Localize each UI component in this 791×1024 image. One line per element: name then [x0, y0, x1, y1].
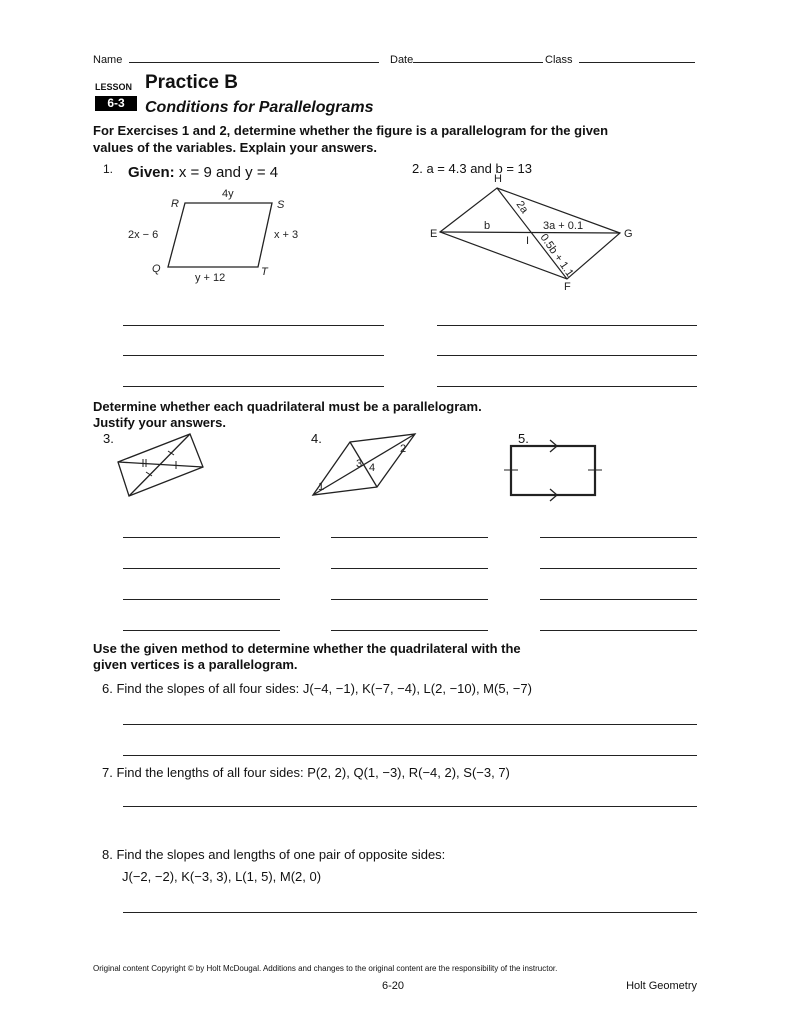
ex3-number: 3. [103, 431, 114, 446]
section2-instructions-1: Determine whether each quadrilateral must be a parallelogram. [93, 399, 482, 414]
answer-line[interactable] [437, 325, 697, 326]
section2-instructions-2: Justify your answers. [93, 415, 226, 430]
section1-instructions: For Exercises 1 and 2, determine whether the figure is a parallelogram for the given values of the variables. Explain your answers. [93, 123, 609, 155]
angle-4: 4 [369, 462, 376, 474]
answer-line[interactable] [540, 568, 697, 569]
exercise-8-line1: 8. Find the slopes and lengths of one pair of opposite sides: [102, 847, 446, 862]
exercise-7: 7. Find the lengths of all four sides: P(2, 2), Q(1, −3), R(−4, 2), S(−3, 7) [102, 765, 510, 780]
ex4-number: 4. [311, 431, 322, 446]
label-t: T [261, 266, 268, 278]
label-if: 0.5b + 1.1 [537, 231, 576, 280]
label-i: I [526, 235, 530, 247]
figure-3-quadrilateral [118, 434, 203, 496]
ex5-number: 5. [518, 431, 529, 446]
answer-line[interactable] [123, 599, 280, 600]
label-ig: 3a + 0.1 [543, 220, 584, 232]
answer-line[interactable] [123, 537, 280, 538]
page-title: Practice B [145, 72, 238, 93]
answer-line[interactable] [540, 599, 697, 600]
section3-instructions-1: Use the given method to determine whether the quadrilateral with the [93, 641, 521, 656]
answer-line[interactable] [123, 630, 280, 631]
label-top: 4y [222, 188, 234, 200]
name-label: Name [93, 54, 123, 66]
angle-1: 1 [318, 481, 325, 493]
answer-line[interactable] [123, 806, 697, 807]
quadrilateral-efgh [440, 188, 620, 279]
angle-2: 2 [400, 443, 407, 455]
ex2-values: a = 4.3 and b = 13 [426, 161, 533, 176]
date-label: Date [390, 54, 414, 66]
given-label: Given: [128, 164, 175, 181]
answer-line[interactable] [123, 325, 384, 326]
answer-line[interactable] [123, 568, 280, 569]
label-left: 2x − 6 [128, 229, 159, 241]
exercise-6: 6. Find the slopes of all four sides: J(−4, −1), K(−7, −4), L(2, −10), M(5, −7) [102, 681, 532, 696]
lesson-label: LESSON [95, 82, 133, 92]
answer-line[interactable] [123, 355, 384, 356]
label-right: x + 3 [274, 229, 299, 241]
figure-5-rectangle [504, 440, 602, 501]
class-label: Class [545, 54, 573, 66]
answer-line[interactable] [123, 386, 384, 387]
answer-line[interactable] [123, 912, 697, 913]
angle-3: 3 [356, 458, 363, 470]
label-e: E [430, 228, 438, 240]
section3-instructions-2: given vertices is a parallelogram. [93, 657, 298, 672]
answer-line[interactable] [540, 630, 697, 631]
answer-line[interactable] [437, 355, 697, 356]
page-subtitle: Conditions for Parallelograms [145, 99, 374, 116]
label-b: b [484, 220, 491, 232]
answer-line[interactable] [331, 630, 488, 631]
label-r: R [171, 198, 179, 210]
book-title: Holt Geometry [626, 980, 697, 992]
label-q: Q [152, 263, 161, 275]
exercise-8-line2: J(−2, −2), K(−3, 3), L(1, 5), M(2, 0) [122, 869, 322, 884]
answer-line[interactable] [540, 537, 697, 538]
label-bottom: y + 12 [195, 272, 226, 284]
copyright-notice: Original content Copyright © by Holt McDougal. Additions and changes to the original content are the responsibility of the instructor. [93, 964, 558, 973]
answer-line[interactable] [331, 599, 488, 600]
label-s: S [277, 199, 285, 211]
given-values: x = 9 and y = 4 [178, 164, 279, 181]
answer-line[interactable] [437, 386, 697, 387]
answer-line[interactable] [331, 537, 488, 538]
ex2-number: 2. [412, 161, 423, 176]
answer-line[interactable] [123, 724, 697, 725]
ex1-number: 1. [103, 162, 114, 176]
label-h: H [494, 173, 502, 185]
answer-line[interactable] [331, 568, 488, 569]
answer-line[interactable] [123, 755, 697, 756]
label-f: F [564, 281, 571, 293]
lesson-number: 6-3 [95, 96, 137, 111]
label-g: G [624, 228, 633, 240]
parallelogram-qrst [168, 203, 272, 267]
label-hi: 2a [513, 198, 531, 216]
page-number: 6-20 [382, 980, 405, 992]
